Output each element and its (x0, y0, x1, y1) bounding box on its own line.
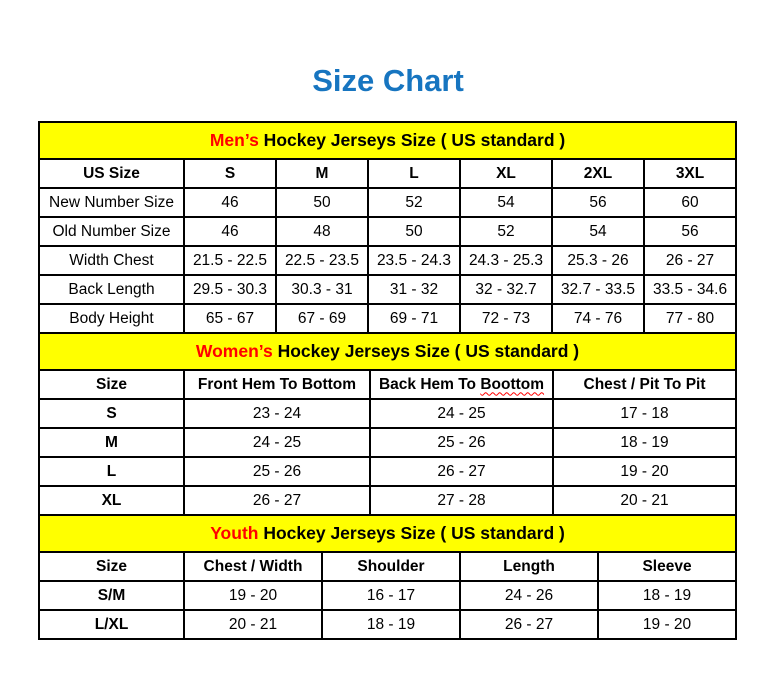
cell: 22.5 - 23.5 (276, 246, 368, 275)
table-row (39, 217, 736, 246)
row-label: L/XL (39, 610, 184, 639)
cell: 52 (460, 217, 552, 246)
mens-section-band (39, 122, 736, 159)
column-header: Sleeve (598, 552, 736, 581)
youth-section-band (39, 515, 736, 552)
cell: 16 - 17 (322, 581, 460, 610)
cell: 60 (644, 188, 736, 217)
cell: 17 - 18 (553, 399, 736, 428)
row-label: Back Length (39, 275, 184, 304)
cell: 31 - 32 (368, 275, 460, 304)
cell: 48 (276, 217, 368, 246)
cell: 52 (368, 188, 460, 217)
cell: 67 - 69 (276, 304, 368, 333)
column-header: 2XL (552, 159, 644, 188)
cell: 56 (552, 188, 644, 217)
womens-size-table (38, 332, 737, 516)
cell: 65 - 67 (184, 304, 276, 333)
cell: 19 - 20 (598, 610, 736, 639)
row-label: New Number Size (39, 188, 184, 217)
youth-size-table (38, 514, 737, 640)
mens-size-table (38, 121, 737, 334)
column-header-text: Back Hem To (378, 375, 481, 393)
cell: 25 - 26 (370, 428, 553, 457)
row-label: Body Height (39, 304, 184, 333)
column-header: Size (39, 370, 184, 399)
table-row (39, 188, 736, 217)
mens-section-title-highlight: Men’s (209, 130, 259, 150)
youth-section-title (39, 515, 736, 552)
mens-section-title (39, 122, 736, 159)
cell: 20 - 21 (553, 486, 736, 515)
womens-section-title-rest: Hockey Jerseys Size ( US standard ) (272, 341, 580, 361)
womens-section-title-highlight: Women’s (195, 341, 273, 361)
row-label: S (39, 399, 184, 428)
cell: 24 - 25 (184, 428, 370, 457)
cell: 26 - 27 (644, 246, 736, 275)
table-row (39, 486, 736, 515)
column-header (370, 370, 553, 399)
table-row (39, 246, 736, 275)
cell: 26 - 27 (184, 486, 370, 515)
cell: 25.3 - 26 (552, 246, 644, 275)
womens-section-title (39, 333, 736, 370)
cell: 24 - 26 (460, 581, 598, 610)
table-row (39, 304, 736, 333)
cell: 26 - 27 (370, 457, 553, 486)
size-chart-tables (38, 121, 735, 640)
row-label: L (39, 457, 184, 486)
cell: 50 (368, 217, 460, 246)
row-label: Width Chest (39, 246, 184, 275)
cell: 24.3 - 25.3 (460, 246, 552, 275)
cell: 54 (460, 188, 552, 217)
cell: 46 (184, 188, 276, 217)
cell: 29.5 - 30.3 (184, 275, 276, 304)
cell: 54 (552, 217, 644, 246)
mens-section-title-rest: Hockey Jerseys Size ( US standard ) (258, 130, 566, 150)
row-label: M (39, 428, 184, 457)
cell: 21.5 - 22.5 (184, 246, 276, 275)
cell: 18 - 19 (322, 610, 460, 639)
row-label: Old Number Size (39, 217, 184, 246)
column-header: Length (460, 552, 598, 581)
table-row (39, 610, 736, 639)
youth-header-row (39, 552, 736, 581)
column-header: L (368, 159, 460, 188)
column-header: XL (460, 159, 552, 188)
column-header: Shoulder (322, 552, 460, 581)
row-label: S/M (39, 581, 184, 610)
column-header: Chest / Pit To Pit (553, 370, 736, 399)
cell: 18 - 19 (553, 428, 736, 457)
cell: 46 (184, 217, 276, 246)
womens-header-row (39, 370, 736, 399)
cell: 23.5 - 24.3 (368, 246, 460, 275)
cell: 19 - 20 (184, 581, 322, 610)
column-header: US Size (39, 159, 184, 188)
column-header: M (276, 159, 368, 188)
column-header: Chest / Width (184, 552, 322, 581)
cell: 69 - 71 (368, 304, 460, 333)
table-row (39, 275, 736, 304)
column-header: Front Hem To Bottom (184, 370, 370, 399)
cell: 20 - 21 (184, 610, 322, 639)
page-title: Size Chart (312, 63, 464, 98)
mens-header-row (39, 159, 736, 188)
womens-section-band (39, 333, 736, 370)
column-header: S (184, 159, 276, 188)
cell: 30.3 - 31 (276, 275, 368, 304)
cell: 18 - 19 (598, 581, 736, 610)
cell: 32.7 - 33.5 (552, 275, 644, 304)
column-header: Size (39, 552, 184, 581)
table-row (39, 399, 736, 428)
cell: 72 - 73 (460, 304, 552, 333)
cell: 50 (276, 188, 368, 217)
cell: 33.5 - 34.6 (644, 275, 736, 304)
cell: 19 - 20 (553, 457, 736, 486)
cell: 32 - 32.7 (460, 275, 552, 304)
table-row (39, 428, 736, 457)
misspelled-word-with-squiggle: Boottom (480, 375, 545, 393)
column-header: 3XL (644, 159, 736, 188)
table-row (39, 581, 736, 610)
cell: 74 - 76 (552, 304, 644, 333)
youth-section-title-highlight: Youth (210, 523, 259, 543)
cell: 26 - 27 (460, 610, 598, 639)
youth-section-title-rest: Hockey Jerseys Size ( US standard ) (258, 523, 565, 543)
cell: 27 - 28 (370, 486, 553, 515)
cell: 25 - 26 (184, 457, 370, 486)
cell: 24 - 25 (370, 399, 553, 428)
cell: 77 - 80 (644, 304, 736, 333)
cell: 56 (644, 217, 736, 246)
table-row (39, 457, 736, 486)
row-label: XL (39, 486, 184, 515)
cell: 23 - 24 (184, 399, 370, 428)
